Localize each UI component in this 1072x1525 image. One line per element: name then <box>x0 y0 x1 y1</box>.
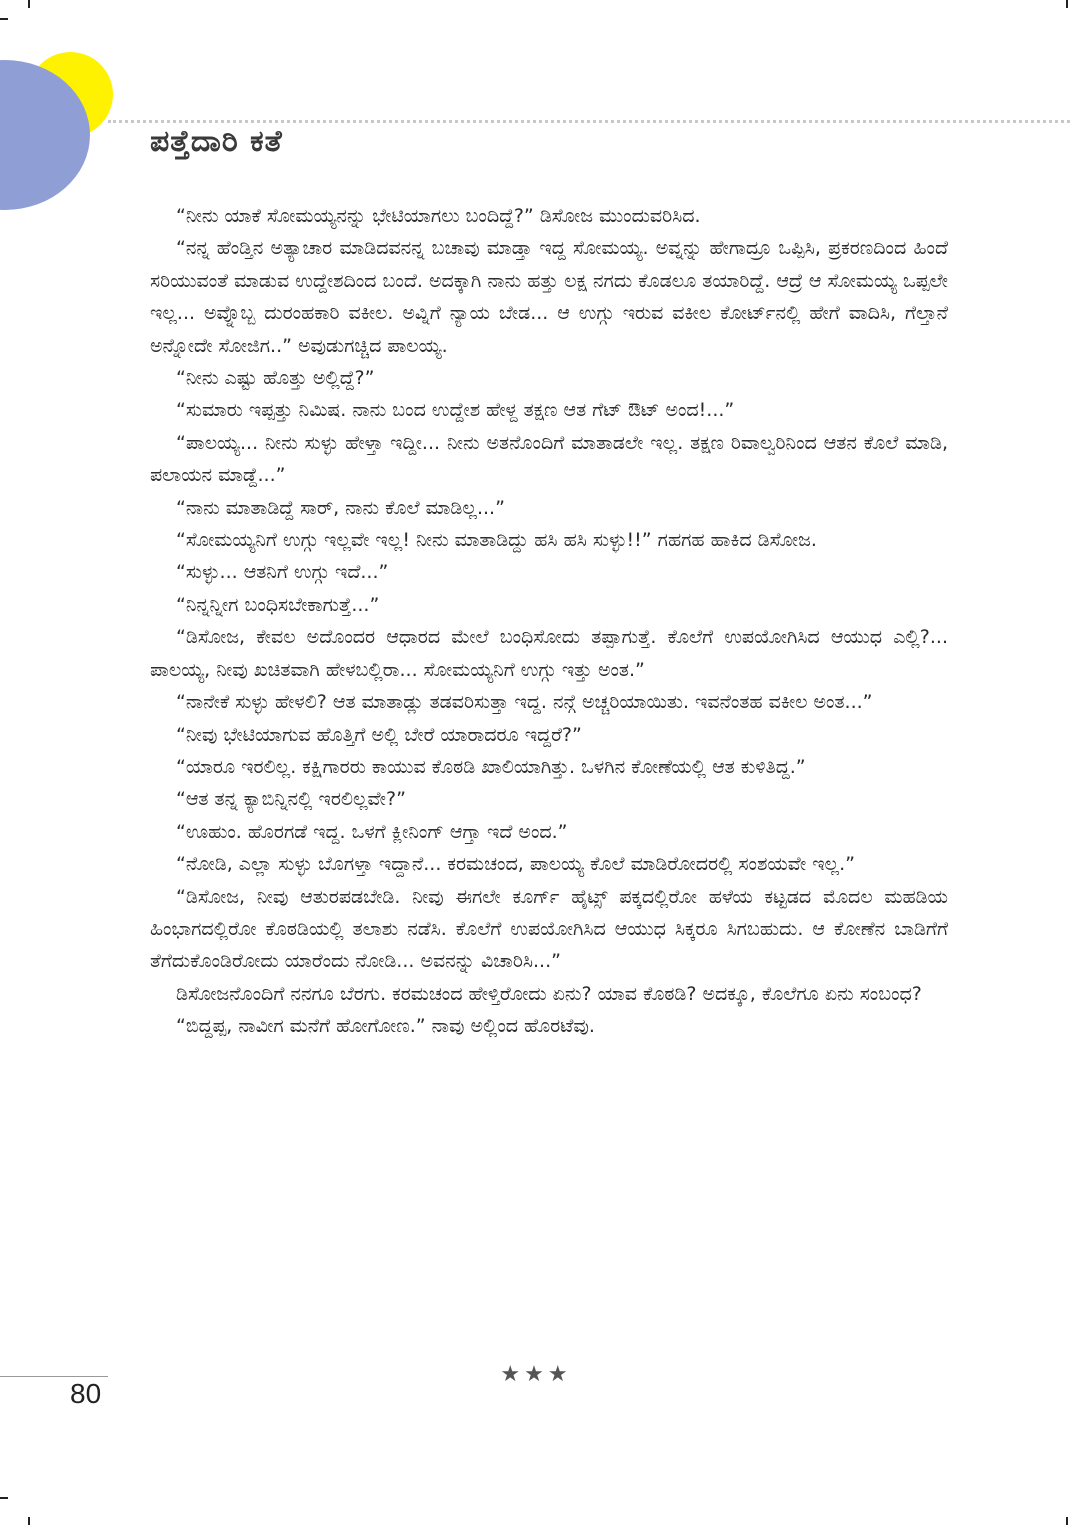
paragraph: “ಡಿಸೋಜ, ನೀವು ಆತುರಪಡಬೇಡಿ. ನೀವು ಈಗಲೇ ಕೂರ್ಗ್ ಹೈಟ್ಸ್ ಪಕ್ಕದಲ್ಲಿರೋ ಹಳೆಯ ಕಟ್ಟಡದ ಮೊದಲ ಮಹಡಿಯ ಹಿಂಭಾಗದಲ್ಲಿರೋ ಕೊಠಡಿಯಲ್ಲಿ ತಲಾಶು ನಡೆಸಿ. ಕೊಲೆಗೆ ಉಪಯೋಗಿಸಿದ ಆಯುಧ ಸಿಕ್ಕರೂ ಸಿಗಬಹುದು. ಆ ಕೋಣೆನ ಬಾಡಿಗೆಗೆ ತೆಗೆದುಕೊಂಡಿರೋದು ಯಾರೆಂದು ನೋಡಿ... ಅವನನ್ನು ವಿಚಾರಿಸಿ...” <box>150 885 948 973</box>
section-break-stars: ★★★ <box>500 1362 572 1387</box>
paragraph: “ಆತ ತನ್ನ ಕ್ಯಾಬಿನ್ನಿನಲ್ಲಿ ಇರಲಿಲ್ಲವೇ?” <box>176 788 406 811</box>
crop-mark <box>28 0 30 8</box>
paragraph: ಡಿಸೋಜನೊಂದಿಗೆ ನನಗೂ ಬೆರಗು. ಕರಮಚಂದ ಹೇಳ್ತಿರೋದು ಏನು? ಯಾವ ಕೊಠಡಿ? ಅದಕ್ಕೂ, ಕೊಲೆಗೂ ಏನು ಸಂಬಂಧ? <box>176 982 922 1005</box>
page-number-rule <box>0 1376 108 1377</box>
paragraph: “ಸುಮಾರು ಇಪ್ಪತ್ತು ನಿಮಿಷ. ನಾನು ಬಂದ ಉದ್ದೇಶ ಹೇಳ್ದ ತಕ್ಷಣ ಆತ ಗೆಟ್ ಔಟ್ ಅಂದ!...” <box>176 399 735 422</box>
paragraph: “ನಾನು ಮಾತಾಡಿದ್ದೆ ಸಾರ್, ನಾನು ಕೊಲೆ ಮಾಡಿಲ್ಲ...” <box>176 496 505 519</box>
story-body <box>150 200 948 1043</box>
paragraph: “ನನ್ನ ಹೆಂಡ್ತಿನ ಅತ್ಯಾಚಾರ ಮಾಡಿದವನನ್ನ ಬಚಾವು ಮಾಡ್ತಾ ಇದ್ದ ಸೋಮಯ್ಯ. ಅವ್ನನ್ನು ಹೇಗಾದ್ರೂ ಒಪ್ಪಿಸಿ, ಪ್ರಕರಣದಿಂದ ಹಿಂದೆ ಸರಿಯುವಂತೆ ಮಾಡುವ ಉದ್ದೇಶದಿಂದ ಬಂದೆ. ಅದಕ್ಕಾಗಿ ನಾನು ಹತ್ತು ಲಕ್ಷ ನಗದು ಕೊಡಲೂ ತಯಾರಿದ್ದೆ. ಆದ್ರೆ ಆ ಸೋಮಯ್ಯ ಒಪ್ಪಲೇ ಇಲ್ಲ... ಅವ್ನೊಬ್ಬ ದುರಂಹಕಾರಿ ವಕೀಲ. ಅವ್ನಿಗೆ ನ್ಯಾಯ ಬೇಡ... ಆ ಉಗ್ಗು ಇರುವ ವಕೀಲ ಕೋರ್ಟ್‌ನಲ್ಲಿ ಹೇಗೆ ವಾದಿಸಿ, ಗೆಲ್ತಾನೆ ಅನ್ನೋದೇ ಸೋಜಿಗ..” ಅವುಡುಗಚ್ಚಿದ ಪಾಲಯ್ಯ. <box>150 237 948 357</box>
paragraph: “ನಾನೇಕೆ ಸುಳ್ಳು ಹೇಳಲಿ? ಆತ ಮಾತಾಡ್ಲು ತಡವರಿಸುತ್ತಾ ಇದ್ದ. ನನ್ಗೆ ಅಚ್ಚರಿಯಾಯಿತು. ಇವನೆಂತಹ ವಕೀಲ ಅಂತ...” <box>176 691 873 714</box>
paragraph: “ನೀನು ಎಷ್ಟು ಹೊತ್ತು ಅಲ್ಲಿದ್ದೆ?” <box>176 367 375 390</box>
header-dotted-rule <box>108 120 1070 123</box>
crop-mark <box>1066 1517 1068 1525</box>
paragraph: “ನಿನ್ನನ್ನೀಗ ಬಂಧಿಸಬೇಕಾಗುತ್ತೆ...” <box>176 593 380 616</box>
paragraph: “ಯಾರೂ ಇರಲಿಲ್ಲ. ಕಕ್ಷಿಗಾರರು ಕಾಯುವ ಕೊಠಡಿ ಖಾಲಿಯಾಗಿತ್ತು. ಒಳಗಿನ ಕೋಣೆಯಲ್ಲಿ ಆತ ಕುಳಿತಿದ್ದ.” <box>176 755 806 778</box>
crop-mark <box>28 1517 30 1525</box>
paragraph: “ನೀನು ಯಾಕೆ ಸೋಮಯ್ಯನನ್ನು ಭೇಟಿಯಾಗಲು ಬಂದಿದ್ದೆ?” ಡಿಸೋಜ ಮುಂದುವರಿಸಿದ. <box>176 205 701 227</box>
paragraph: “ಡಿಸೋಜ, ಕೇವಲ ಅದೊಂದರ ಆಧಾರದ ಮೇಲೆ ಬಂಧಿಸೋದು ತಪ್ಪಾಗುತ್ತೆ. ಕೊಲೆಗೆ ಉಪಯೋಗಿಸಿದ ಆಯುಧ ಎಲ್ಲಿ?... ಪಾಲಯ್ಯ, ನೀವು ಖಚಿತವಾಗಿ ಹೇಳಬಲ್ಲಿರಾ... ಸೋಮಯ್ಯನಿಗೆ ಉಗ್ಗು ಇತ್ತು ಅಂತ.” <box>150 626 948 681</box>
crop-mark <box>0 1497 8 1499</box>
paragraph: “ಸುಳ್ಳು... ಆತನಿಗೆ ಉಗ್ಗು ಇದೆ...” <box>176 561 389 584</box>
page-number: 80 <box>70 1378 102 1409</box>
crop-mark <box>1066 0 1068 8</box>
paragraph: “ಪಾಲಯ್ಯ... ನೀನು ಸುಳ್ಳು ಹೇಳ್ತಾ ಇದ್ದೀ... ನೀನು ಅತನೊಂದಿಗೆ ಮಾತಾಡಲೇ ಇಲ್ಲ. ತಕ್ಷಣ ರಿವಾಲ್ವರಿನಿಂದ ಆತನ ಕೊಲೆ ಮಾಡಿ, ಪಲಾಯನ ಮಾಡ್ದೆ...” <box>150 431 948 487</box>
crop-mark <box>0 18 8 20</box>
paragraph: “ನೋಡಿ, ಎಲ್ಲಾ ಸುಳ್ಳು ಬೊಗಳ್ತಾ ಇದ್ದಾನೆ... ಕರಮಚಂದ, ಪಾಲಯ್ಯ ಕೊಲೆ ಮಾಡಿರೋದರಲ್ಲಿ ಸಂಶಯವೇ ಇಲ್ಲ.” <box>176 853 856 876</box>
chapter-title: ಪತ್ತೆದಾರಿ ಕತೆ <box>150 124 283 159</box>
paragraph: “ಬಿದ್ದಪ್ಪ, ನಾವೀಗ ಮನೆಗೆ ಹೋಗೋಣ.” ನಾವು ಅಲ್ಲಿಂದ ಹೊರಟೆವು. <box>176 1015 595 1038</box>
paragraph: “ನೀವು ಭೇಟಿಯಾಗುವ ಹೊತ್ತಿಗೆ ಅಲ್ಲಿ ಬೇರೆ ಯಾರಾದರೂ ಇದ್ದರೆ?” <box>176 723 582 746</box>
paragraph: “ಊಹುಂ. ಹೊರಗಡೆ ಇದ್ದ. ಒಳಗೆ ಕ್ಲೀನಿಂಗ್ ಆಗ್ತಾ ಇದೆ ಅಂದ.” <box>176 820 568 843</box>
paragraph: “ಸೋಮಯ್ಯನಿಗೆ ಉಗ್ಗು ಇಲ್ಲವೇ ಇಲ್ಲ! ನೀನು ಮಾತಾಡಿದ್ದು ಹಸಿ ಹಸಿ ಸುಳ್ಳು!!” ಗಹಗಹ ಹಾಕಿದ ಡಿಸೋಜ. <box>176 529 817 552</box>
